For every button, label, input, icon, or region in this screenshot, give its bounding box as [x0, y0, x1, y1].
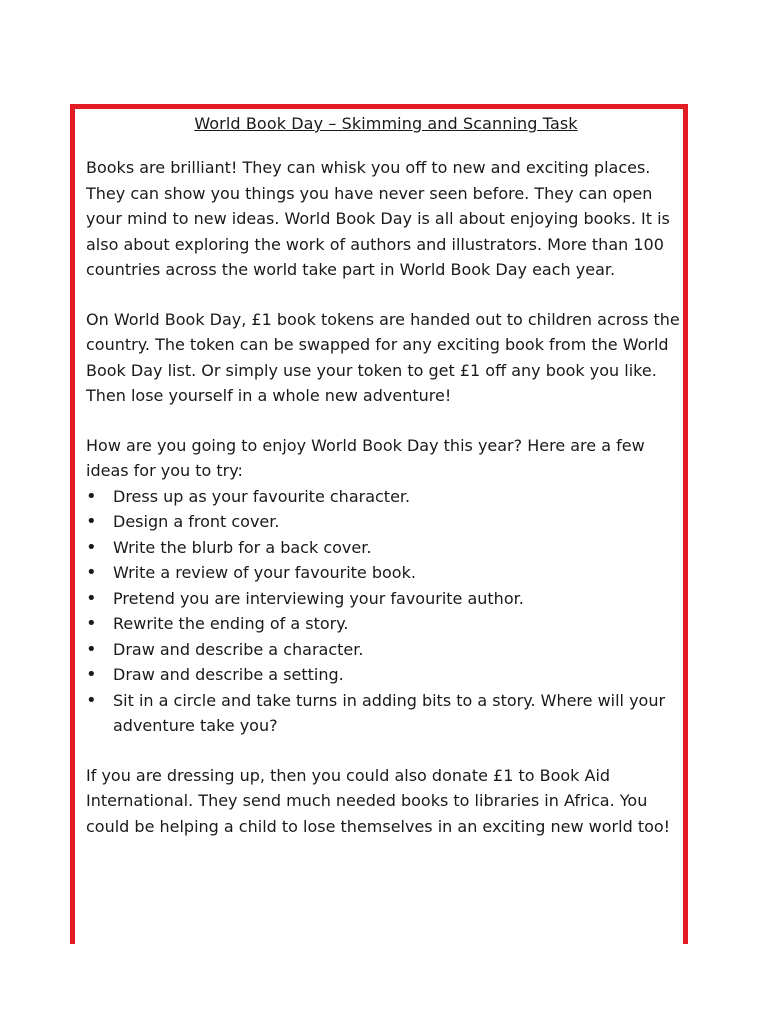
list-item: • Design a front cover.	[86, 509, 686, 535]
paragraph-spacer	[86, 739, 686, 763]
list-item: • Sit in a circle and take turns in adding bits to a story. Where will your adventure take you?	[86, 688, 686, 739]
list-item: • Write the blurb for a back cover.	[86, 535, 686, 561]
list-item: • Write a review of your favourite book.	[86, 560, 686, 586]
list-item: • Draw and describe a character.	[86, 637, 686, 663]
paragraph-ideas-intro: How are you going to enjoy World Book Day this year? Here are a few ideas for you to try:	[86, 435, 645, 480]
ideas-list	[86, 484, 686, 739]
paragraph-tokens: On World Book Day, £1 book tokens are handed out to children across the country. The token can be swapped for any exciting book from the World Book Day list. Or simply use your token to get £1 off any book you like. Then lose yourself in a whole new adventure!	[86, 309, 680, 405]
document-content	[86, 114, 686, 839]
paragraph-donate: If you are dressing up, then you could also donate £1 to Book Aid International. They send much needed books to libraries in Africa. You could be helping a child to lose themselves in an exciting new world too!	[86, 765, 671, 836]
paragraph-intro: Books are brilliant! They can whisk you off to new and exciting places. They can show you things you have never seen before. They can open your mind to new ideas. World Book Day is all about enjoying books. It is also about exploring the work of authors and illustrators. More than 100 countries across the world take part in World Book Day each year.	[86, 158, 670, 279]
list-item: • Draw and describe a setting.	[86, 662, 686, 688]
list-item: • Dress up as your favourite character.	[86, 484, 686, 510]
list-item: • Rewrite the ending of a story.	[86, 611, 686, 637]
paragraph-spacer	[86, 409, 686, 433]
list-item: • Pretend you are interviewing your favourite author.	[86, 586, 686, 612]
document-title: World Book Day – Skimming and Scanning Task	[194, 114, 578, 133]
paragraph-spacer	[86, 283, 686, 307]
